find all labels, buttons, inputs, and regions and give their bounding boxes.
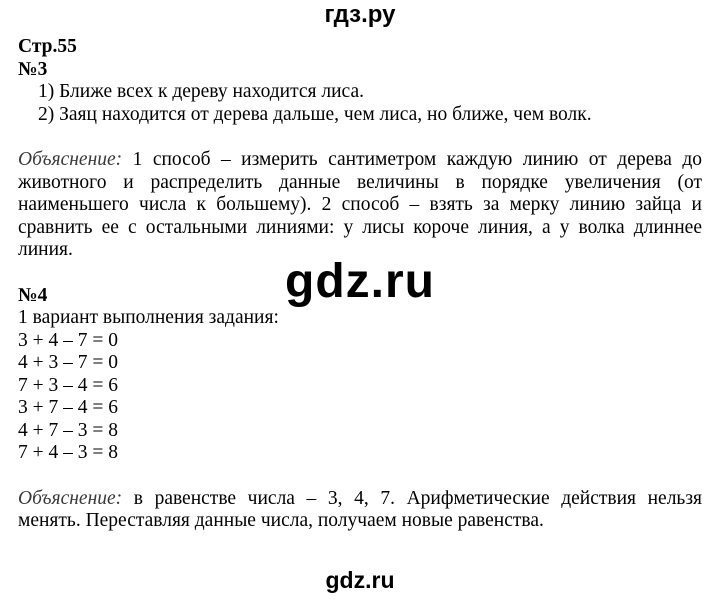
task-3-explanation-label: Объяснение:	[18, 149, 123, 170]
task-4	[18, 285, 702, 533]
task-4-intro: 1 вариант выполнения задания:	[18, 307, 279, 328]
watermark-logo: gdz.ru	[285, 255, 435, 308]
task-3-answer-2: 2) Заяц находится от дерева дальше, чем лиса, но ближе, чем волк.	[38, 103, 592, 125]
equation-line: 3 + 7 – 4 = 6	[18, 397, 118, 418]
task-4-number: №4	[18, 284, 48, 306]
task-3	[18, 59, 702, 262]
task-3-answer-1: 1) Ближе всех к дереву находится лиса.	[38, 81, 364, 102]
task-3-explanation	[18, 149, 702, 262]
page-reference: Стр.55	[18, 36, 77, 57]
equation-line: 4 + 3 – 7 = 0	[18, 352, 118, 373]
task-4-explanation-text: в равенстве числа – 3, 4, 7. Арифметические действия нельзя менять. Переставляя данные числа, получаем новые равенства.	[18, 487, 702, 531]
site-header: гдз.ру	[324, 1, 396, 28]
equation-line: 7 + 3 – 4 = 6	[18, 374, 118, 396]
equation-line: 3 + 4 – 7 = 0	[18, 329, 118, 351]
task-4-equations	[18, 330, 702, 465]
site-footer: gdz.ru	[325, 567, 395, 593]
task-4-explanation	[18, 488, 702, 533]
task-3-number: №3	[18, 58, 48, 80]
task-3-answers	[18, 81, 702, 126]
task-4-explanation-label: Объяснение:	[18, 487, 123, 509]
equation-line: 4 + 7 – 3 = 8	[18, 419, 118, 441]
equation-line: 7 + 4 – 3 = 8	[18, 442, 118, 463]
task-3-explanation-text: 1 способ – измерить сантиметром каждую линию от дерева до животного и распределить данные величины в порядке увеличения (от наименьшего числа к большему). 2 способ – взять за мерку линию зайца и сравнить ее с остальными линиями: у лисы короче линия, а у волка длиннее линия.	[18, 149, 702, 260]
